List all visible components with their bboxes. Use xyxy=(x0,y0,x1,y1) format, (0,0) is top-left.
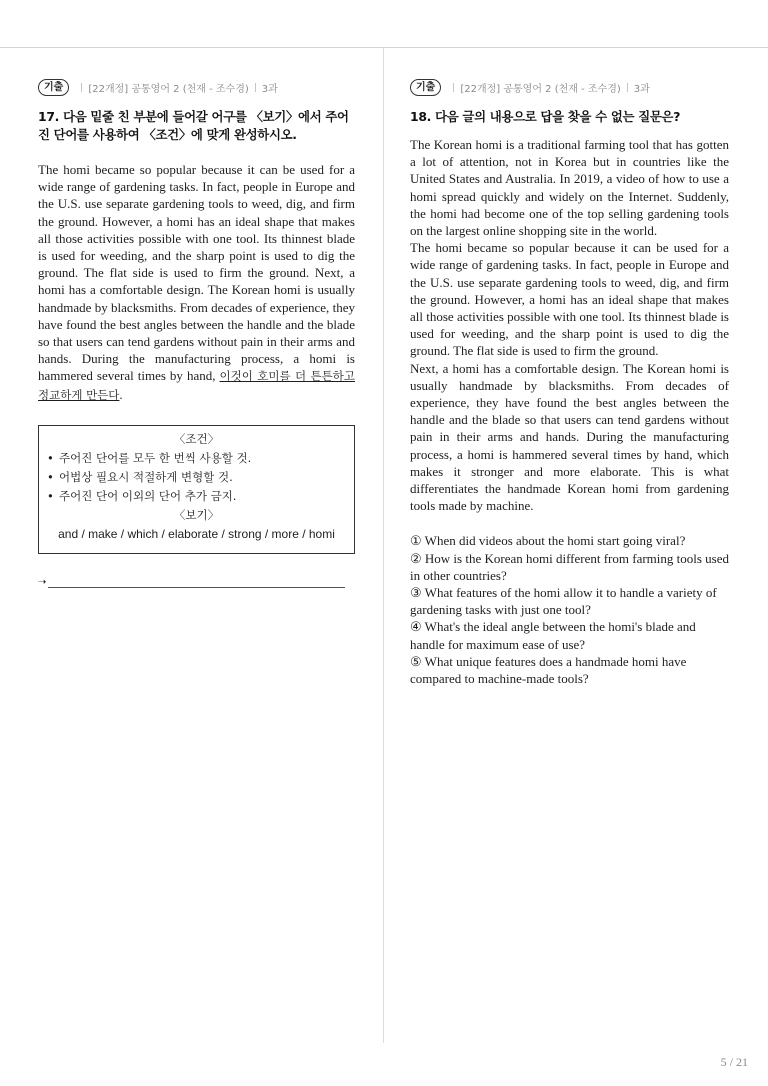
option-1[interactable]: ① When did videos about the homi start going viral? xyxy=(410,533,686,549)
condition-text: 어법상 필요시 적절하게 변형할 것. xyxy=(59,469,233,484)
passage-text: The homi became so popular because it can be used for a wide range of gardening tasks. In fact, people in Europe and the U.S. use separate gardening tools to weed, dig, and firm the ground. However, a homi has an ideal shape that makes all those activities possible with one tool. Its thinnest blade is used for weeding, and the sharp point is used to dig the ground. The flat side is used to firm the ground. Next, a homi has a comfortable design. The Korean homi is usually handmade by blacksmiths. From decades of experience, they have found the best angles between the handle and the blade so that users can tend gardens without pain in their arms and hands. During the manufacturing process, a homi is hammered several times by hand, xyxy=(38,162,355,384)
tag-separator xyxy=(255,83,256,92)
past-exam-badge: 기출 xyxy=(38,79,69,96)
page-number: 5 / 21 xyxy=(720,1055,748,1069)
conditions-title: 〈조건〉 xyxy=(173,431,220,446)
condition-text: 주어진 단어를 모두 한 번씩 사용할 것. xyxy=(59,450,252,465)
arrow-icon: ➝ xyxy=(38,576,47,588)
condition-text: 주어진 단어 이외의 단어 추가 금지. xyxy=(59,488,237,503)
paragraph: Next, a homi has a comfortable design. The Korean homi is usually handmade by blacksmiths. From decades of experience, they have found the best angles between the handle and the blade so that users can tend gardens without pain in their arms and hands. During the manufacturing process, a homi is hammered several times by hand, which makes it stronger and more elaborate. This is what differentiates the handmade Korean homi from gardening tools made by machine. xyxy=(410,360,729,514)
conditions-box xyxy=(38,425,355,554)
question-title: 18. 다음 글의 내용으로 답을 찾을 수 없는 질문은? xyxy=(410,109,681,124)
condition-item xyxy=(47,449,346,468)
conditions-list xyxy=(47,449,346,506)
option-2[interactable]: ② How is the Korean homi different from farming tools used in other countries? xyxy=(410,550,730,583)
column-divider xyxy=(383,48,384,1043)
lesson-label: 3과 xyxy=(261,83,278,95)
source-tag-row xyxy=(410,78,729,96)
option-5[interactable]: ⑤ What unique features does a handmade homi have compared to machine-made tools? xyxy=(410,653,687,687)
answer-line[interactable] xyxy=(48,578,345,588)
question-title: 17. 다음 밑줄 친 부분에 들어갈 어구를 〈보기〉에서 주어진 단어를 사용하여 〈조건〉에 맞게 완성하시오. xyxy=(38,109,349,142)
tag-separator xyxy=(81,83,82,92)
header-rule xyxy=(0,47,768,48)
bullet: • xyxy=(47,488,54,503)
lesson-label: 3과 xyxy=(633,83,650,95)
paragraph: The Korean homi is a traditional farming tool that has gotten a lot of attention, not in Korea but in countries like the United States and Australia. In 2019, a video of how to use a homi spread quickly and widely on the Internet. Suddenly, the homi had become one of the top selling gardening tools on the largest online shopping site in the world. xyxy=(410,137,729,239)
passage xyxy=(38,161,355,404)
condition-item xyxy=(47,468,346,487)
tag-separator xyxy=(453,83,454,92)
tag-separator xyxy=(627,83,628,92)
bullet: • xyxy=(47,469,54,484)
underlined-blank: 이것이 호미를 더 튼튼하고 정교하게 만든다 xyxy=(38,369,355,402)
option-3[interactable]: ③ What features of the homi allow it to handle a variety of gardening tasks with just one tool? xyxy=(410,585,717,618)
past-exam-badge: 기출 xyxy=(410,79,441,96)
word-bank: and / make / which / elaborate / strong / more / homi xyxy=(58,526,335,541)
passage xyxy=(410,136,729,514)
source-tag-row xyxy=(38,78,355,96)
condition-item xyxy=(47,487,346,506)
paragraph: The homi became so popular because it can be used for a wide range of gardening tasks. In fact, people in Europe and the U.S. use separate gardening tools to weed, dig, and firm the ground. However, a homi has an ideal shape that makes all those activities possible with one tool. Its thinnest blade is used for weeding, and the sharp point is used to dig the ground. The flat side is used to firm the ground. xyxy=(410,240,729,359)
bullet: • xyxy=(47,450,54,465)
option-4[interactable]: ④ What's the ideal angle between the homi's blade and handle for maximum ease of use? xyxy=(410,619,696,652)
curriculum-label: [22개정] 공통영어 2 (천재 - 조수경) xyxy=(88,83,249,95)
passage-end: . xyxy=(119,386,123,402)
word-box-title: 〈보기〉 xyxy=(173,507,220,522)
answer-field[interactable] xyxy=(38,574,355,588)
curriculum-label: [22개정] 공통영어 2 (천재 - 조수경) xyxy=(460,83,621,95)
question-18 xyxy=(410,78,729,687)
question-17 xyxy=(38,78,355,588)
answer-options xyxy=(410,532,729,687)
